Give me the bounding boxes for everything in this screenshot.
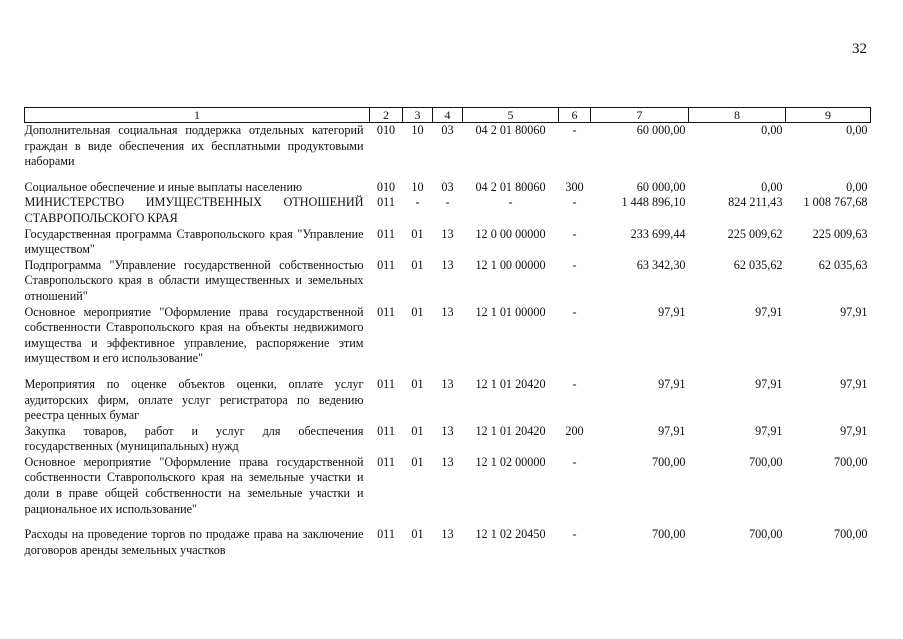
cell-col9: 97,91 (840, 423, 868, 438)
cell-col3: 10 (411, 123, 424, 137)
column-header-3: 3 (403, 108, 433, 123)
cell-col8: 97,91 (755, 304, 783, 319)
cell-col8: 97,91 (755, 423, 783, 438)
cell-col2: 011 (377, 195, 395, 210)
table-row (25, 227, 871, 258)
cell-col7: 97,91 (658, 376, 686, 391)
cell-col5: 12 0 00 00000 (475, 226, 546, 241)
column-header-5: 5 (463, 108, 559, 123)
cell-col6: - (572, 376, 577, 391)
cell-col2: 011 (377, 376, 395, 391)
cell-col4: 13 (441, 454, 454, 469)
row-name: Основное мероприятие "Оформление права государственной собственности Ставропольского края на объекты недвижимого имущества и эффективное управление, распоряжение этим имуществом и его использование" (24, 304, 364, 366)
cell-col5: 12 1 01 20420 (475, 423, 546, 438)
cell-col4: 13 (441, 423, 454, 438)
cell-col9: 0,00 (846, 123, 868, 137)
cell-col3: 01 (411, 226, 424, 241)
cell-col6: - (572, 304, 577, 319)
page-number: 32 (852, 41, 867, 57)
cell-col4: 03 (441, 123, 454, 137)
cell-col6: - (572, 257, 577, 272)
cell-col6: 300 (565, 179, 584, 194)
cell-col7: 700,00 (651, 527, 686, 542)
cell-col3: 01 (411, 257, 424, 272)
cell-col3: 01 (411, 304, 424, 319)
table-row (25, 195, 871, 226)
cell-col2: 011 (377, 226, 395, 241)
row-name: Дополнительная социальная поддержка отдельных категорий граждан в виде обеспечения их бесплатными продуктовыми наборами (24, 123, 364, 169)
cell-col9: 700,00 (833, 454, 868, 469)
cell-col5: 12 1 02 20450 (475, 527, 546, 542)
column-header-2: 2 (370, 108, 403, 123)
cell-col8: 700,00 (748, 527, 783, 542)
column-header-8: 8 (689, 108, 786, 123)
table-row (25, 455, 871, 517)
cell-col3: 01 (411, 454, 424, 469)
table-row (25, 424, 871, 455)
table-row (25, 527, 871, 558)
budget-table (24, 107, 871, 558)
table-row (25, 258, 871, 305)
table-row (25, 180, 871, 196)
cell-col7: 60 000,00 (636, 179, 686, 194)
cell-col9: 0,00 (846, 179, 868, 194)
column-header-9: 9 (786, 108, 871, 123)
cell-col2: 010 (376, 179, 396, 194)
cell-col8: 700,00 (748, 454, 783, 469)
cell-col9: 97,91 (840, 304, 868, 319)
cell-col6: - (572, 123, 577, 137)
cell-col6: - (572, 195, 577, 210)
cell-col3: 01 (411, 423, 424, 438)
cell-col9: 700,00 (833, 527, 868, 542)
row-spacer (25, 517, 871, 527)
cell-col7: 60 000,00 (636, 123, 686, 137)
cell-col3: 01 (411, 527, 424, 542)
row-spacer (25, 170, 871, 180)
row-name: Подпрограмма "Управление государственной собственностью Ставропольского края в области имущественных и земельных отношений" (24, 257, 364, 303)
cell-col9: 1 008 767,68 (803, 195, 868, 210)
cell-col7: 700,00 (651, 454, 686, 469)
cell-col2: 010 (376, 123, 396, 137)
cell-col9: 225 009,63 (812, 226, 868, 241)
cell-col4: 13 (441, 257, 454, 272)
cell-col4: 03 (441, 179, 454, 194)
column-header-1: 1 (25, 108, 370, 123)
cell-col3: 10 (411, 179, 424, 194)
cell-col5: 04 2 01 80060 (475, 179, 546, 194)
cell-col8: 0,00 (761, 179, 783, 194)
cell-col4: 13 (441, 304, 454, 319)
row-name: Закупка товаров, работ и услуг для обеспечения государственных (муниципальных) нужд (24, 423, 364, 454)
cell-col4: 13 (441, 226, 454, 241)
cell-col7: 97,91 (658, 423, 686, 438)
cell-col2: 011 (377, 527, 395, 542)
cell-col7: 1 448 896,10 (621, 195, 686, 210)
cell-col5: - (508, 195, 513, 210)
cell-col8: 62 035,62 (733, 257, 783, 272)
cell-col6: - (572, 226, 577, 241)
cell-col8: 97,91 (755, 376, 783, 391)
cell-col4: 13 (441, 376, 454, 391)
cell-col8: 225 009,62 (727, 226, 783, 241)
cell-col5: 12 1 02 00000 (475, 454, 546, 469)
cell-col7: 63 342,30 (636, 257, 686, 272)
cell-col8: 0,00 (761, 123, 783, 137)
cell-col3: 01 (411, 376, 424, 391)
row-name: Государственная программа Ставропольского края "Управление имуществом" (24, 226, 364, 257)
cell-col8: 824 211,43 (728, 195, 783, 210)
row-name: МИНИСТЕРСТВО ИМУЩЕСТВЕННЫХ ОТНОШЕНИЙ СТАВРОПОЛЬСКОГО КРАЯ (24, 195, 364, 225)
cell-col4: - (445, 195, 450, 210)
cell-col4: 13 (441, 527, 454, 542)
table-row (25, 123, 871, 170)
table-row (25, 305, 871, 367)
row-name: Расходы на проведение торгов по продаже права на заключение договоров аренды земельных участков (24, 527, 364, 557)
cell-col2: 011 (377, 257, 395, 272)
cell-col5: 12 1 00 00000 (475, 257, 546, 272)
column-header-7: 7 (591, 108, 689, 123)
header-row (25, 108, 871, 123)
cell-col2: 011 (377, 423, 395, 438)
column-header-6: 6 (559, 108, 591, 123)
cell-col2: 011 (377, 454, 395, 469)
cell-col5: 04 2 01 80060 (475, 123, 546, 137)
cell-col2: 011 (377, 304, 395, 319)
row-name: Основное мероприятие "Оформление права государственной собственности Ставропольского края на земельные участки и доли в праве общей собственности на земельные участки и рациональное их использование" (24, 454, 364, 516)
cell-col7: 97,91 (658, 304, 686, 319)
row-spacer (25, 367, 871, 377)
cell-col3: - (415, 195, 420, 210)
cell-col6: 200 (565, 423, 584, 438)
cell-col7: 233 699,44 (630, 226, 686, 241)
cell-col6: - (572, 454, 577, 469)
row-name: Мероприятия по оценке объектов оценки, оплате услуг аудиторских фирм, оплате услуг регистратора по ведению реестра ценных бумаг (24, 376, 364, 423)
cell-col6: - (572, 527, 577, 542)
cell-col5: 12 1 01 20420 (475, 376, 546, 391)
table-row (25, 377, 871, 424)
column-header-4: 4 (433, 108, 463, 123)
cell-col9: 97,91 (840, 376, 868, 391)
cell-col5: 12 1 01 00000 (475, 304, 546, 319)
row-name: Социальное обеспечение и иные выплаты населению (24, 179, 303, 194)
cell-col9: 62 035,63 (818, 257, 868, 272)
